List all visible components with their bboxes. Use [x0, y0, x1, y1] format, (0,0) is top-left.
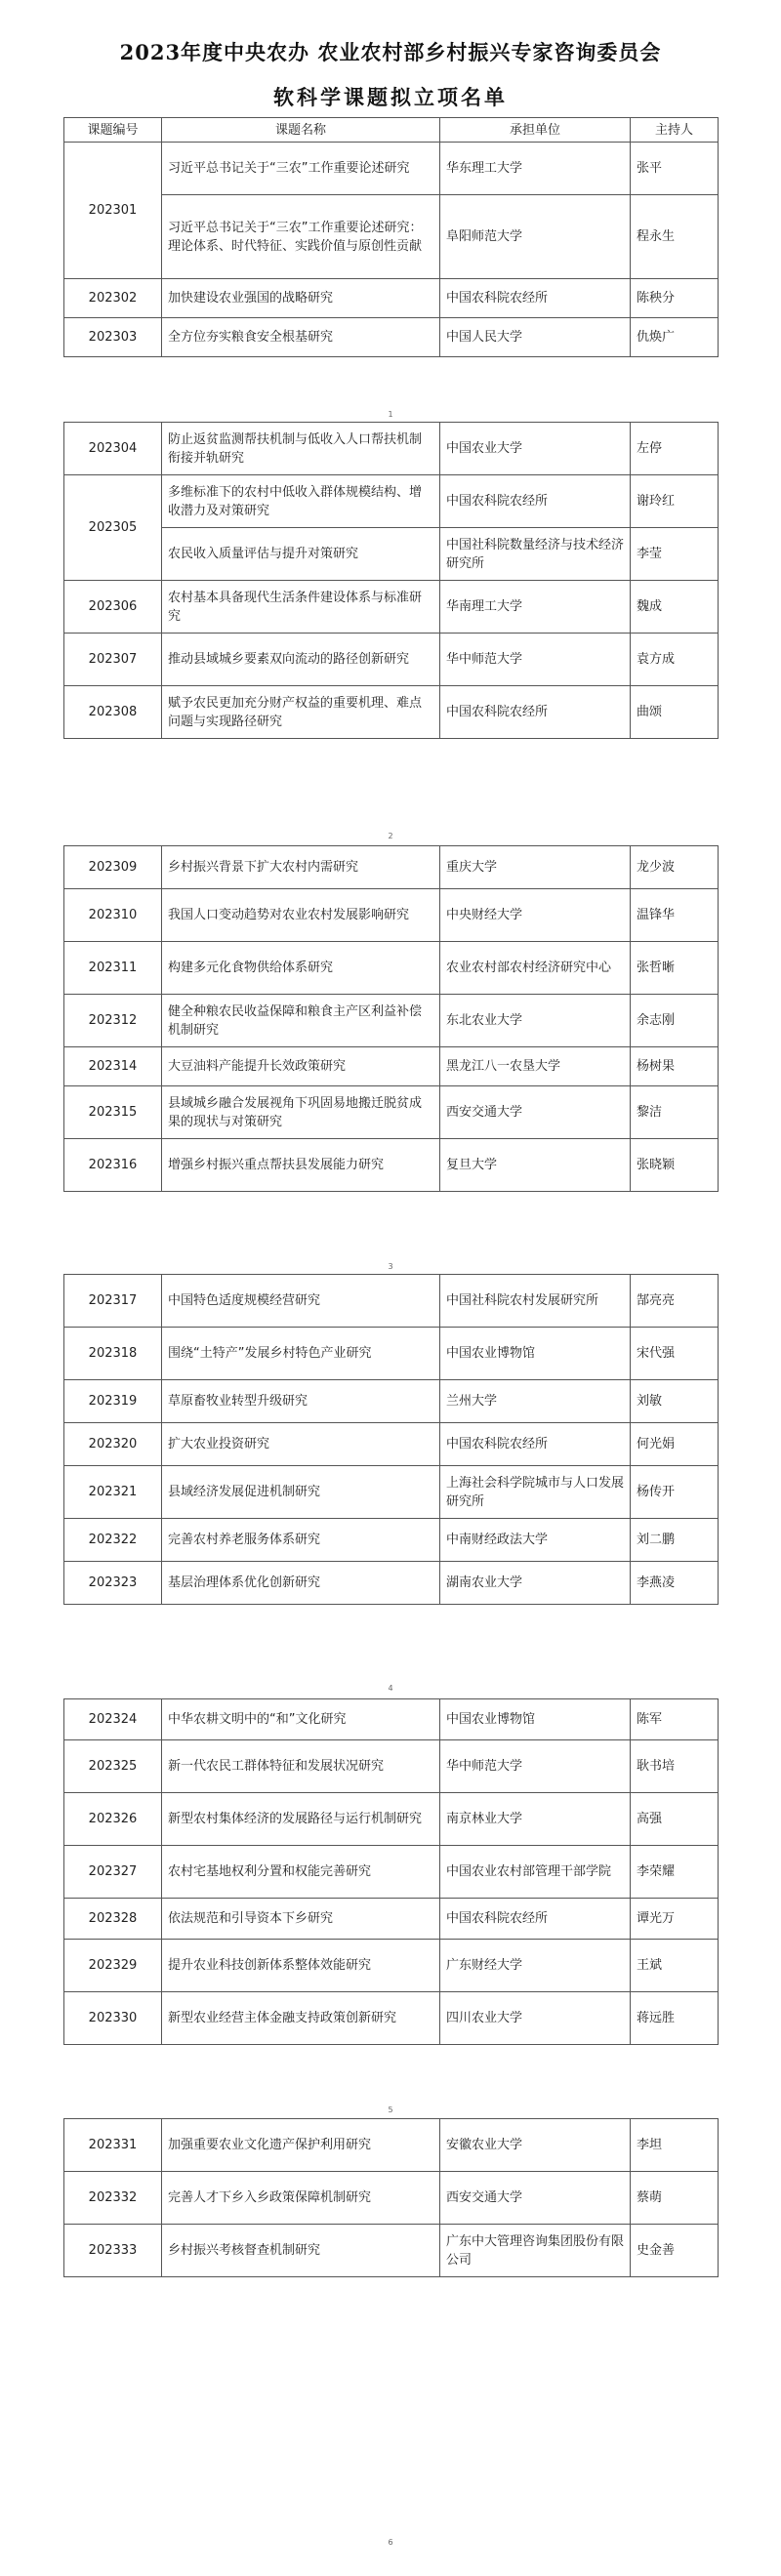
project-unit: 中国农业大学 — [440, 423, 631, 475]
project-unit: 湖南农业大学 — [440, 1562, 631, 1605]
project-unit: 上海社会科学院城市与人口发展研究所 — [440, 1466, 631, 1519]
project-leader: 程永生 — [631, 195, 719, 279]
project-code: 202316 — [64, 1139, 162, 1192]
project-unit: 华中师范大学 — [440, 634, 631, 686]
project-unit: 安徽农业大学 — [440, 2119, 631, 2172]
table-row — [64, 1562, 719, 1605]
table-row — [64, 1380, 719, 1423]
project-code: 202327 — [64, 1846, 162, 1899]
project-leader: 陈军 — [631, 1699, 719, 1740]
project-table — [63, 117, 719, 357]
project-leader: 史金善 — [631, 2225, 719, 2277]
project-code: 202301 — [64, 143, 162, 279]
project-unit: 南京林业大学 — [440, 1793, 631, 1846]
project-leader: 郜亮亮 — [631, 1275, 719, 1328]
project-code: 202332 — [64, 2172, 162, 2225]
project-code: 202312 — [64, 995, 162, 1047]
project-code: 202305 — [64, 475, 162, 581]
table-page-1 — [63, 117, 718, 357]
project-table — [63, 422, 719, 739]
project-title: 中国特色适度规模经营研究 — [162, 1275, 440, 1328]
table-row — [64, 195, 719, 279]
project-leader: 刘敏 — [631, 1380, 719, 1423]
project-code: 202331 — [64, 2119, 162, 2172]
project-leader: 蔡萌 — [631, 2172, 719, 2225]
project-unit: 中国人民大学 — [440, 318, 631, 357]
table-row — [64, 1519, 719, 1562]
project-code: 202311 — [64, 942, 162, 995]
project-title: 防止返贫监测帮扶机制与低收入人口帮扶机制衔接并轨研究 — [162, 423, 440, 475]
table-page-4 — [63, 1274, 718, 1605]
table-row — [64, 1992, 719, 2045]
table-row — [64, 846, 719, 889]
table-row — [64, 318, 719, 357]
project-unit: 西安交通大学 — [440, 1086, 631, 1139]
table-page-5 — [63, 1698, 718, 2045]
project-code: 202315 — [64, 1086, 162, 1139]
project-unit: 中国农科院农经所 — [440, 279, 631, 318]
project-unit: 华中师范大学 — [440, 1740, 631, 1793]
project-title: 围绕“土特产”发展乡村特色产业研究 — [162, 1328, 440, 1380]
project-title: 新型农业经营主体金融支持政策创新研究 — [162, 1992, 440, 2045]
table-row — [64, 634, 719, 686]
page-number: 5 — [388, 2106, 393, 2114]
project-title: 县域经济发展促进机制研究 — [162, 1466, 440, 1519]
project-leader: 刘二鹏 — [631, 1519, 719, 1562]
table-row — [64, 995, 719, 1047]
table-row — [64, 143, 719, 195]
project-unit: 东北农业大学 — [440, 995, 631, 1047]
table-row — [64, 1846, 719, 1899]
page-number: 2 — [388, 832, 393, 840]
project-leader: 宋代强 — [631, 1328, 719, 1380]
project-title: 习近平总书记关于“三农”工作重要论述研究 — [162, 143, 440, 195]
table-row — [64, 2172, 719, 2225]
project-unit: 中国农科院农经所 — [440, 1899, 631, 1940]
table-row — [64, 1793, 719, 1846]
project-unit: 广东财经大学 — [440, 1940, 631, 1992]
project-title: 习近平总书记关于“三农”工作重要论述研究：理论体系、时代特征、实践价值与原创性贡献 — [162, 195, 440, 279]
project-code: 202321 — [64, 1466, 162, 1519]
project-code: 202322 — [64, 1519, 162, 1562]
project-unit: 华东理工大学 — [440, 143, 631, 195]
table-row — [64, 889, 719, 942]
project-unit: 中南财经政法大学 — [440, 1519, 631, 1562]
project-leader: 李莹 — [631, 528, 719, 581]
project-leader: 李燕凌 — [631, 1562, 719, 1605]
table-row — [64, 1466, 719, 1519]
project-leader: 左停 — [631, 423, 719, 475]
project-code: 202317 — [64, 1275, 162, 1328]
project-leader: 仇焕广 — [631, 318, 719, 357]
project-code: 202310 — [64, 889, 162, 942]
project-unit: 中央财经大学 — [440, 889, 631, 942]
page-number: 4 — [388, 1684, 393, 1693]
project-code: 202302 — [64, 279, 162, 318]
project-code: 202304 — [64, 423, 162, 475]
project-leader: 魏成 — [631, 581, 719, 634]
project-unit: 中国社科院数量经济与技术经济研究所 — [440, 528, 631, 581]
table-row — [64, 942, 719, 995]
project-unit: 复旦大学 — [440, 1139, 631, 1192]
document-title-line1: 2023年度中央农办 农业农村部乡村振兴专家咨询委员会 — [119, 40, 662, 64]
project-title: 基层治理体系优化创新研究 — [162, 1562, 440, 1605]
project-leader: 袁方成 — [631, 634, 719, 686]
project-leader: 谢玲红 — [631, 475, 719, 528]
project-title: 新型农村集体经济的发展路径与运行机制研究 — [162, 1793, 440, 1846]
table-page-6 — [63, 2118, 718, 2277]
header-unit: 承担单位 — [440, 118, 631, 143]
project-title: 提升农业科技创新体系整体效能研究 — [162, 1940, 440, 1992]
table-row — [64, 1740, 719, 1793]
project-code: 202325 — [64, 1740, 162, 1793]
project-table — [63, 1698, 719, 2045]
project-unit: 重庆大学 — [440, 846, 631, 889]
table-row — [64, 528, 719, 581]
project-unit: 中国农科院农经所 — [440, 686, 631, 739]
project-code: 202324 — [64, 1699, 162, 1740]
project-unit: 中国农业博物馆 — [440, 1328, 631, 1380]
table-page-2 — [63, 422, 718, 739]
project-code: 202303 — [64, 318, 162, 357]
table-row — [64, 1899, 719, 1940]
project-title: 农村基本具备现代生活条件建设体系与标准研究 — [162, 581, 440, 634]
project-unit: 华南理工大学 — [440, 581, 631, 634]
project-code: 202309 — [64, 846, 162, 889]
table-header-row — [64, 118, 719, 143]
project-leader: 李坦 — [631, 2119, 719, 2172]
project-leader: 温锋华 — [631, 889, 719, 942]
project-title: 扩大农业投资研究 — [162, 1423, 440, 1466]
project-leader: 张晓颖 — [631, 1139, 719, 1192]
document-title-line2: 软科学课题拟立项名单 — [273, 85, 508, 109]
table-row — [64, 1047, 719, 1086]
project-title: 完善农村养老服务体系研究 — [162, 1519, 440, 1562]
header-leader: 主持人 — [631, 118, 719, 143]
project-leader: 耿书培 — [631, 1740, 719, 1793]
project-title: 全方位夯实粮食安全根基研究 — [162, 318, 440, 357]
project-title: 农民收入质量评估与提升对策研究 — [162, 528, 440, 581]
project-code: 202318 — [64, 1328, 162, 1380]
project-leader: 杨树果 — [631, 1047, 719, 1086]
table-row — [64, 1275, 719, 1328]
project-unit: 中国农科院农经所 — [440, 1423, 631, 1466]
project-code: 202319 — [64, 1380, 162, 1423]
project-code: 202330 — [64, 1992, 162, 2045]
project-title: 赋予农民更加充分财产权益的重要机理、难点问题与实现路径研究 — [162, 686, 440, 739]
table-row — [64, 2119, 719, 2172]
project-leader: 曲颂 — [631, 686, 719, 739]
table-row — [64, 1699, 719, 1740]
project-leader: 谭光万 — [631, 1899, 719, 1940]
project-code: 202320 — [64, 1423, 162, 1466]
table-row — [64, 581, 719, 634]
project-title: 健全种粮农民收益保障和粮食主产区利益补偿机制研究 — [162, 995, 440, 1047]
table-row — [64, 279, 719, 318]
project-table — [63, 845, 719, 1192]
project-code: 202323 — [64, 1562, 162, 1605]
table-row — [64, 1139, 719, 1192]
project-unit: 中国农业博物馆 — [440, 1699, 631, 1740]
project-leader: 王斌 — [631, 1940, 719, 1992]
project-code: 202333 — [64, 2225, 162, 2277]
project-title: 大豆油料产能提升长效政策研究 — [162, 1047, 440, 1086]
project-unit: 兰州大学 — [440, 1380, 631, 1423]
project-code: 202307 — [64, 634, 162, 686]
table-row — [64, 1423, 719, 1466]
project-code: 202314 — [64, 1047, 162, 1086]
project-code: 202326 — [64, 1793, 162, 1846]
project-leader: 余志刚 — [631, 995, 719, 1047]
project-title: 加快建设农业强国的战略研究 — [162, 279, 440, 318]
table-row — [64, 1328, 719, 1380]
project-leader: 杨传开 — [631, 1466, 719, 1519]
table-row — [64, 1086, 719, 1139]
project-title: 乡村振兴考核督查机制研究 — [162, 2225, 440, 2277]
project-leader: 龙少波 — [631, 846, 719, 889]
project-unit: 中国农科院农经所 — [440, 475, 631, 528]
page-number: 1 — [388, 410, 393, 419]
page-number: 3 — [388, 1262, 393, 1271]
table-row — [64, 1940, 719, 1992]
project-table — [63, 2118, 719, 2277]
project-unit: 中国社科院农村发展研究所 — [440, 1275, 631, 1328]
project-leader: 何光娟 — [631, 1423, 719, 1466]
project-title: 草原畜牧业转型升级研究 — [162, 1380, 440, 1423]
project-unit: 四川农业大学 — [440, 1992, 631, 2045]
project-unit: 中国农业农村部管理干部学院 — [440, 1846, 631, 1899]
project-title: 推动县域城乡要素双向流动的路径创新研究 — [162, 634, 440, 686]
project-title: 完善人才下乡入乡政策保障机制研究 — [162, 2172, 440, 2225]
project-leader: 高强 — [631, 1793, 719, 1846]
table-page-3 — [63, 845, 718, 1192]
project-unit: 农业农村部农村经济研究中心 — [440, 942, 631, 995]
project-title: 依法规范和引导资本下乡研究 — [162, 1899, 440, 1940]
project-unit: 广东中大管理咨询集团股份有限公司 — [440, 2225, 631, 2277]
project-title: 县域城乡融合发展视角下巩固易地搬迁脱贫成果的现状与对策研究 — [162, 1086, 440, 1139]
project-unit: 黑龙江八一农垦大学 — [440, 1047, 631, 1086]
project-title: 多维标准下的农村中低收入群体规模结构、增收潜力及对策研究 — [162, 475, 440, 528]
project-code: 202329 — [64, 1940, 162, 1992]
header-title: 课题名称 — [162, 118, 440, 143]
project-title: 新一代农民工群体特征和发展状况研究 — [162, 1740, 440, 1793]
project-code: 202308 — [64, 686, 162, 739]
project-title: 增强乡村振兴重点帮扶县发展能力研究 — [162, 1139, 440, 1192]
table-row — [64, 686, 719, 739]
project-title: 乡村振兴背景下扩大农村内需研究 — [162, 846, 440, 889]
project-leader: 张哲晰 — [631, 942, 719, 995]
project-leader: 张平 — [631, 143, 719, 195]
project-title: 农村宅基地权利分置和权能完善研究 — [162, 1846, 440, 1899]
project-unit: 阜阳师范大学 — [440, 195, 631, 279]
project-leader: 陈秧分 — [631, 279, 719, 318]
project-table — [63, 1274, 719, 1605]
project-title: 中华农耕文明中的“和”文化研究 — [162, 1699, 440, 1740]
table-row — [64, 423, 719, 475]
project-leader: 李荣耀 — [631, 1846, 719, 1899]
table-row — [64, 2225, 719, 2277]
project-title: 我国人口变动趋势对农业农村发展影响研究 — [162, 889, 440, 942]
project-unit: 西安交通大学 — [440, 2172, 631, 2225]
project-code: 202306 — [64, 581, 162, 634]
page-number: 6 — [388, 2538, 393, 2547]
project-title: 构建多元化食物供给体系研究 — [162, 942, 440, 995]
table-row — [64, 475, 719, 528]
project-leader: 黎洁 — [631, 1086, 719, 1139]
project-title: 加强重要农业文化遗产保护利用研究 — [162, 2119, 440, 2172]
header-code: 课题编号 — [64, 118, 162, 143]
project-code: 202328 — [64, 1899, 162, 1940]
project-leader: 蒋远胜 — [631, 1992, 719, 2045]
